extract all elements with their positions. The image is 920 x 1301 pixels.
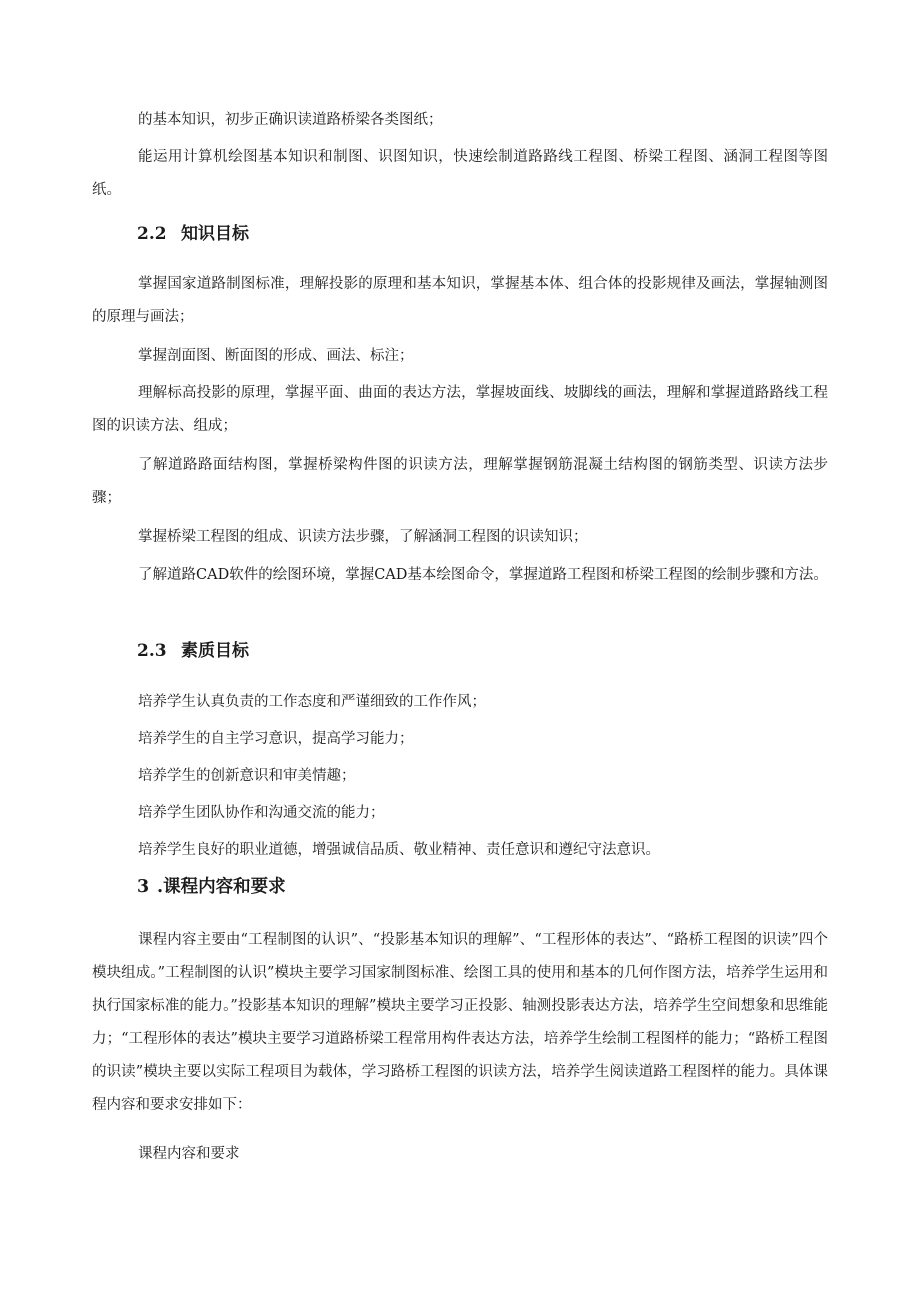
paragraph-self-learning: 培养学生的自主学习意识，提高学习能力；: [138, 731, 414, 747]
paragraph-elevation-projection: 理解标高投影的原理，掌握平面、曲面的表达方法，掌握坡面线、坡脚线的画法，理解和掌握道路路线工程图的识读方法、组成；: [92, 385, 828, 434]
heading-knowledge-goals: [137, 222, 249, 246]
paragraph-drawing-standards: 掌握国家道路制图标准，理解投影的原理和基本知识，掌握基本体、组合体的投影规律及画法，掌握轴测图的原理与画法；: [92, 276, 828, 325]
heading-number: 2.2: [137, 224, 167, 244]
paragraph-bridge-drawings: 掌握桥梁工程图的组成、识读方法步骤，了解涵洞工程图的识读知识；: [138, 529, 588, 545]
paragraph-sections: 掌握剖面图、断面图的形成、画法、标注；: [138, 348, 414, 364]
paragraph-ethics: 培养学生良好的职业道德，增强诚信品质、敬业精神、责任意识和遵纪守法意识。: [138, 842, 660, 858]
heading-course-content: [137, 875, 286, 899]
heading-quality-goals: [137, 639, 249, 663]
heading-number: 2.3: [137, 641, 167, 661]
paragraph-basic-knowledge: 的基本知识，初步正确识读道路桥梁各类图纸；: [138, 112, 443, 128]
paragraph-cad-drawing: 能运用计算机绘图基本知识和制图、识图知识，快速绘制道路路线工程图、桥梁工程图、涵洞工程图等图纸。: [92, 149, 828, 198]
paragraph-teamwork: 培养学生团队协作和沟通交流的能力；: [138, 805, 385, 821]
paragraph-course-requirements: 课程内容和要求: [138, 1146, 240, 1162]
heading-title: .课程内容和要求: [157, 877, 286, 897]
heading-number: 3: [137, 877, 150, 897]
paragraph-course-modules: 课程内容主要由“工程制图的认识”、“投影基本知识的理解”、“工程形体的表达”、“路桥工程图的识读”四个模块组成。”工程制图的认识”模块主要学习国家制图标准、绘图工具的使用和基本的几何作图方法，培养学生运用和执行国家标准的能力。”投影基本知识的理解”模块主要学习正投影、轴测投影表达方法，培养学生空间想象和思维能力；“工程形体的表达”模块主要学习道路桥梁工程常用构件表达方法，培养学生绘制工程图样的能力；“路桥工程图的识读”模块主要以实际工程项目为载体，学习路桥工程图的识读方法，培养学生阅读道路工程图样的能力。具体课程内容和要求安排如下：: [92, 932, 828, 1113]
paragraph-cad-software: 了解道路CAD软件的绘图环境，掌握CAD基本绘图命令，掌握道路工程图和桥梁工程图的绘制步骤和方法。: [138, 567, 828, 583]
heading-title: 知识目标: [181, 224, 249, 244]
paragraph-work-attitude: 培养学生认真负责的工作态度和严谨细致的工作作风；: [138, 694, 486, 710]
paragraph-innovation: 培养学生的创新意识和审美情趣；: [138, 768, 356, 784]
heading-title: 素质目标: [181, 641, 249, 661]
paragraph-pavement-structure: 了解道路路面结构图，掌握桥梁构件图的识读方法，理解掌握钢筋混凝土结构图的钢筋类型、识读方法步骤；: [92, 457, 828, 506]
